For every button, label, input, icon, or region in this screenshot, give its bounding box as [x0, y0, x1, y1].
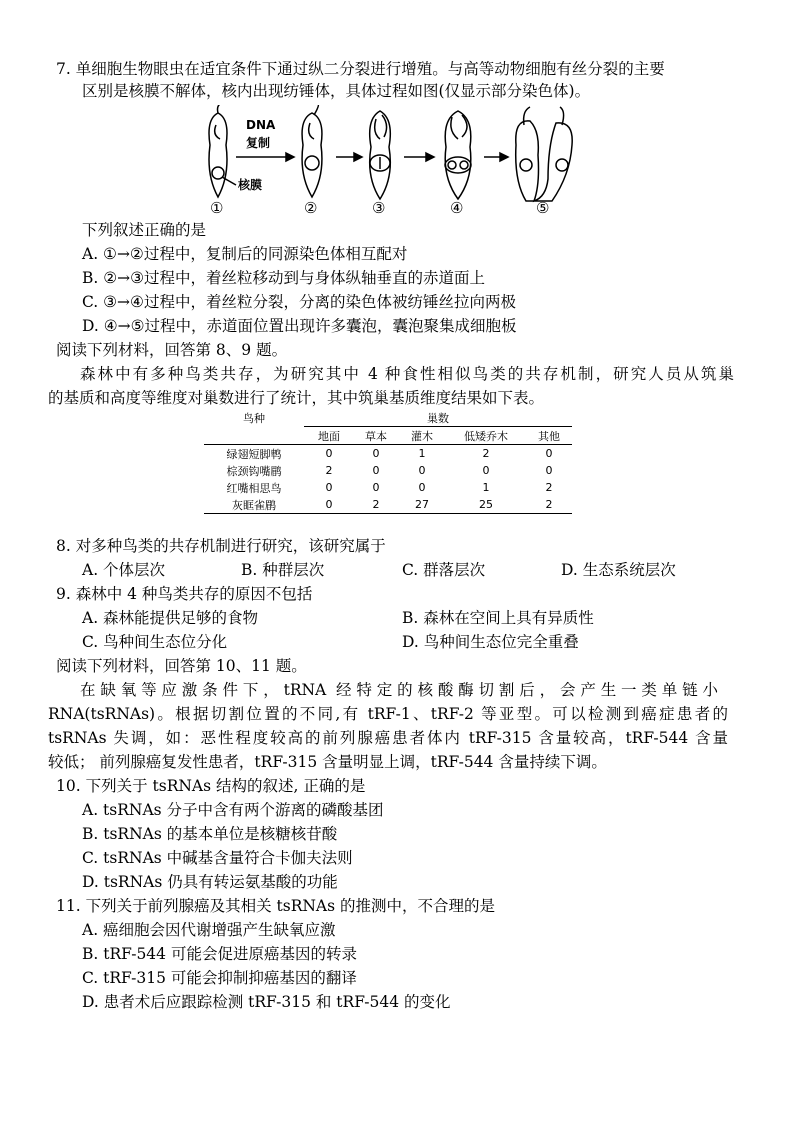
q11-option-b: B. tRF-544 可能会促进原癌基因的转录	[82, 945, 357, 963]
stage-4-label: ④	[450, 199, 464, 217]
table-row	[204, 496, 572, 514]
count-cell: 2	[545, 481, 553, 494]
count-cell: 0	[545, 464, 553, 477]
count-cell: 0	[545, 447, 553, 460]
intro-8-9: 阅读下列材料，回答第 8、9 题。	[56, 341, 288, 359]
table-row	[204, 479, 572, 496]
q11-option-a: A. 癌细胞会因代谢增强产生缺氧应激	[82, 921, 336, 939]
count-cell: 0	[325, 447, 333, 460]
q9-option-c: C. 鸟种间生态位分化	[82, 633, 228, 651]
passage-10-11-line3: tsRNAs 失调，如：恶性程度较高的前列腺癌患者体内 tRF-315 含量较高，tRF-544 含量	[48, 729, 728, 747]
q9-option-b: B. 森林在空间上具有异质性	[402, 609, 594, 627]
arrow-icon	[354, 153, 362, 161]
q7-stem-line1: 7. 单细胞生物眼虫在适宜条件下通过纵二分裂进行增殖。与高等动物细胞有丝分裂的主要	[56, 60, 665, 78]
q8-option-d: D. 生态系统层次	[561, 561, 676, 579]
cell-5-outline	[516, 121, 572, 201]
column-header: 草本	[365, 429, 387, 443]
cell-1-outline	[209, 113, 227, 197]
q8-option-b: B. 种群层次	[241, 561, 325, 579]
passage-8-9-line1: 森林中有多种鸟类共存，为研究其中 4 种食性相似鸟类的共存机制，研究人员从筑巢	[80, 365, 734, 383]
species-cell: 绿翅短脚鹎	[226, 447, 282, 461]
q7-option-d: D. ④→⑤过程中，赤道面位置出现许多囊泡，囊泡聚集成细胞板	[82, 317, 517, 335]
nucleus-2	[305, 156, 319, 170]
q10-option-c: C. tsRNAs 中碱基含量符合卡伽夫法则	[82, 849, 353, 867]
stage-5-label: ⑤	[536, 199, 550, 217]
arrow-icon	[500, 153, 508, 161]
species-cell: 灰眶雀鹛	[232, 498, 276, 512]
count-cell: 1	[482, 481, 490, 494]
q7-option-b: B. ②→③过程中，着丝粒移动到与身体纵轴垂直的赤道面上	[82, 269, 486, 287]
table-row	[204, 445, 572, 463]
q7-prompt: 下列叙述正确的是	[82, 221, 207, 239]
count-cell: 25	[479, 498, 493, 511]
arrow-icon	[426, 153, 434, 161]
nucleus-5b	[556, 159, 568, 171]
column-header: 低矮乔木	[464, 429, 508, 443]
stage-2-label: ②	[304, 199, 318, 217]
column-header: 其他	[538, 429, 560, 443]
stage-3-label: ③	[372, 199, 386, 217]
count-cell: 0	[372, 481, 380, 494]
count-cell: 27	[415, 498, 429, 511]
count-cell: 2	[372, 498, 380, 511]
table-group-header: 巢数	[304, 409, 572, 427]
q7-stem-line2: 区别是核膜不解体，核内出现纺锤体，具体过程如图(仅显示部分染色体)。	[82, 82, 591, 100]
table-row	[204, 462, 572, 479]
species-cell: 棕颈钩嘴鹛	[226, 464, 282, 478]
q8-option-c: C. 群落层次	[402, 561, 486, 579]
cell-2-outline	[302, 113, 322, 197]
passage-8-9-line2: 的基质和高度等维度对巢数进行了统计，其中筑巢基质维度结果如下表。	[48, 389, 545, 407]
passage-10-11-line2: RNA(tsRNAs)。根据切割位置的不同,有 tRF-1、tRF-2 等亚型。可以检测到癌症患者的	[48, 705, 728, 723]
q8-option-a: A. 个体层次	[82, 561, 166, 579]
column-header: 地面	[318, 429, 340, 443]
nucleus-5a	[520, 159, 532, 171]
q7-option-c: C. ③→④过程中，着丝粒分裂，分离的染色体被纺锤丝拉向两极	[82, 293, 516, 311]
q10-option-d: D. tsRNAs 仍具有转运氨基酸的功能	[82, 873, 338, 891]
q10-stem: 10. 下列关于 tsRNAs 结构的叙述, 正确的是	[56, 777, 366, 795]
species-cell: 红嘴相思鸟	[226, 481, 282, 495]
q9-stem: 9. 森林中 4 种鸟类共存的原因不包括	[56, 585, 313, 603]
stage-1-label: ①	[210, 199, 224, 217]
count-cell: 0	[372, 447, 380, 460]
nuclear-membrane-label: 核膜	[238, 178, 263, 192]
count-cell: 2	[325, 464, 333, 477]
nest-count-table	[204, 409, 572, 514]
replication-label: 复制	[246, 136, 271, 150]
q10-option-b: B. tsRNAs 的基本单位是核糖核苷酸	[82, 825, 338, 843]
euglena-division-figure	[196, 105, 606, 217]
q10-option-a: A. tsRNAs 分子中含有两个游离的磷酸基团	[82, 801, 384, 819]
count-cell: 0	[325, 498, 333, 511]
q11-stem: 11. 下列关于前列腺癌及其相关 tsRNAs 的推测中，不合理的是	[56, 897, 495, 915]
arrow-icon	[286, 153, 294, 161]
q9-option-a: A. 森林能提供足够的食物	[82, 609, 259, 627]
passage-10-11-line4: 较低； 前列腺癌复发性患者，tRF-315 含量明显上调，tRF-544 含量持续下调。	[48, 753, 607, 771]
q8-stem: 8. 对多种鸟类的共存机制进行研究，该研究属于	[56, 537, 386, 555]
table-corner-header: 鸟种	[243, 411, 265, 425]
count-cell: 2	[545, 498, 553, 511]
q11-option-c: C. tRF-315 可能会抑制抑癌基因的翻译	[82, 969, 357, 987]
q11-option-d: D. 患者术后应跟踪检测 tRF-315 和 tRF-544 的变化	[82, 993, 451, 1011]
column-header: 灌木	[411, 429, 433, 443]
count-cell: 2	[482, 447, 490, 460]
intro-10-11: 阅读下列材料，回答第 10、11 题。	[56, 657, 307, 675]
nucleus-4	[445, 157, 471, 173]
q7-option-a: A. ①→②过程中，复制后的同源染色体相互配对	[82, 245, 408, 263]
count-cell: 1	[418, 447, 426, 460]
count-cell: 0	[372, 464, 380, 477]
count-cell: 0	[418, 481, 426, 494]
passage-10-11-line1: 在缺氧等应激条件下，tRNA 经特定的核酸酶切割后，会产生一类单链小	[80, 681, 718, 699]
dna-label: DNA	[246, 118, 276, 132]
count-cell: 0	[418, 464, 426, 477]
count-cell: 0	[482, 464, 490, 477]
count-cell: 0	[325, 481, 333, 494]
q9-option-d: D. 鸟种间生态位完全重叠	[402, 633, 579, 651]
